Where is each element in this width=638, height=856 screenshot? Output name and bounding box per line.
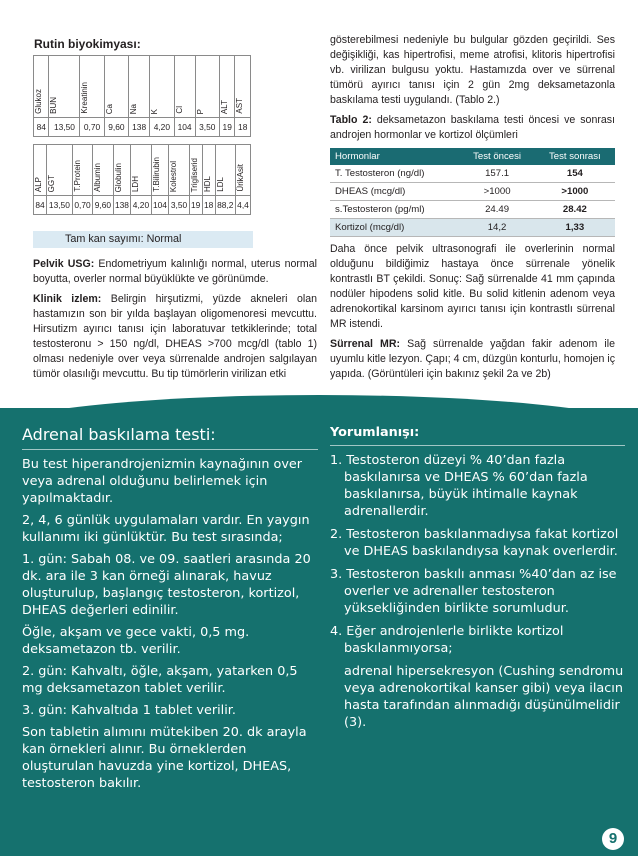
interpretation-box — [330, 425, 625, 736]
pelvik-label: Pelvik USG: — [33, 258, 95, 270]
page-number: 9 — [602, 828, 624, 850]
biochem1-value-cell: 84 — [34, 118, 49, 137]
biochem1-header-cell — [219, 56, 234, 118]
biochem2-value-cell: 4,4 — [236, 196, 251, 215]
biochem2-header-cell — [93, 145, 113, 196]
biochem2-header-label: ÜrikAsit — [236, 164, 245, 192]
interpretation-item: 2. Testosteron baskılanmadıysa fakat kortizol ve DHEAS baskılandıysa kaynak overlerdir. — [330, 527, 619, 559]
hormone-table-cell: 14,2 — [459, 219, 534, 237]
pelvik-text: Endometriyum kalınlığı normal, uterus normal boyutta, overler normal büyüklükte ve görünümde. — [33, 258, 318, 285]
mr-paragraph — [330, 337, 615, 382]
biochem1-header-label: Kreatinin — [80, 82, 90, 114]
hormone-table-cell: T. Testosteron (ng/dl) — [330, 165, 459, 183]
biochem1-value-cell: 138 — [129, 118, 150, 137]
biochem2-value-cell: 9,60 — [93, 196, 113, 215]
biochem2-header-cell — [46, 145, 72, 196]
biochem1-value-cell: 0,70 — [80, 118, 104, 137]
biochem2-value-cell: 88,2 — [215, 196, 235, 215]
hormone-table-header: Test sonrası — [535, 148, 615, 165]
hormone-table-cell: 24.49 — [459, 201, 534, 219]
right-body — [330, 33, 615, 387]
biochem1-header-cell — [34, 56, 49, 118]
hormone-table-header: Hormonlar — [330, 148, 459, 165]
biochem1-header-cell — [195, 56, 219, 118]
biochem2-header-label: ALP — [34, 176, 43, 192]
biochem2-value-cell: 18 — [202, 196, 215, 215]
biochem1-value-cell: 19 — [219, 118, 234, 137]
biochem2-header-cell — [215, 145, 235, 196]
biochem2-header-label: HDL — [202, 175, 212, 192]
biochem-table-1 — [33, 55, 251, 137]
section-title: Rutin biyokimyası: — [34, 37, 141, 51]
interpretation-continuation: adrenal hipersekresyon (Cushing sendromu veya adrenokortikal kanser gibi) veya ilacın hasta tarafından alınmadığı düşünülmelidir (3). — [344, 664, 624, 730]
biochem1-value-cell: 18 — [235, 118, 251, 137]
suppression-test-paragraph: Bu test hiperandrojenizmin kaynağının over veya adrenal olduğunu belirlemek için yapılmaktadır. — [22, 457, 303, 506]
klinik-paragraph — [33, 292, 317, 382]
suppression-test-paragraph: 2, 4, 6 günlük uygulamaları vardır. En yaygın kullanımı iki günlüktür. Bu test sırasında; — [22, 513, 310, 545]
biochem1-header-label: Ca — [104, 103, 114, 114]
suppression-test-title: Adrenal baskılama testi: — [22, 425, 318, 450]
biochem2-header-label: Trigliserid — [189, 157, 199, 192]
interpretation-item: 3. Testosteron baskılı anması %40’dan az ise overler ve adrenaller testosteron yüksekliğinden birlikte sorumludur. — [330, 567, 617, 616]
biochem2-header-cell — [72, 145, 92, 196]
biochem2-header-label: LDH — [131, 175, 141, 192]
blood-count-note: Tam kan sayımı: Normal — [33, 231, 253, 248]
biochem2-header-cell — [169, 145, 189, 196]
right-paragraph-2: Daha önce pelvik ultrasonografi ile overlerinin normal olduğunu bildiğimiz hastaya önce sürrenale yönelik kontrastlı BT çekildi. Sonuç: Sağ sürrenalde 41 mm çapında nodüler hipodens solid kitle. Bu solid kitlenin adenom veya adrenokortikal karsinom ayırıcı tanısı için kontrastlı sürrenal MR istendi. — [330, 243, 615, 330]
biochem2-value-cell: 104 — [151, 196, 169, 215]
biochem2-value-cell: 4,20 — [131, 196, 151, 215]
hormone-table-cell: >1000 — [535, 183, 615, 201]
mr-label: Sürrenal MR: — [330, 338, 401, 350]
right-paragraph-1: gösterebilmesi nedeniyle bu bulgular gözden geçirildi. Ses değişikliği, kas hipertrofisi, meme atrofisi, klitoris hipertrofisi vb. virilizan bulgusu yoktu. Hastamızda over ve sürrenal tümörü ayırıcı tanısı için 2 gün 2mg deksametazonla baskılama testi uygulandı. (Tablo 2.) — [330, 34, 615, 106]
suppression-test-box — [22, 425, 318, 797]
suppression-test-paragraph: 2. gün: Kahvaltı, öğle, akşam, yatarken 0,5 mg deksametazon tablet verilir. — [22, 664, 298, 696]
biochem1-header-label: AST — [235, 98, 245, 114]
hormone-table-cell: DHEAS (mcg/dl) — [330, 183, 459, 201]
biochem1-header-cell — [150, 56, 174, 118]
interpretation-item: 4. Eğer androjenlerle birlikte kortizol baskılanmıyorsa; — [330, 624, 564, 656]
biochem1-value-cell: 104 — [174, 118, 195, 137]
pelvik-paragraph — [33, 257, 317, 287]
biochem2-value-cell: 84 — [34, 196, 47, 215]
biochem2-value-cell: 0,70 — [72, 196, 92, 215]
hormone-table-cell: Kortizol (mcg/dl) — [330, 219, 459, 237]
hormone-table-row — [330, 201, 615, 219]
biochem2-header-cell — [131, 145, 151, 196]
hormone-table-row — [330, 183, 615, 201]
biochem1-header-cell — [129, 56, 150, 118]
klinik-text: Belirgin hirşutizmi, yüzde akneleri olan hastamızın son bir yılda başlayan oligomenoresi mevcuttu. Hirsutizm ayırıcı tanısı için laboratuvar tetkiklerinde; total testosteronu > 150 ng/dl, DHEAS >700 mcg/dl (tablo 1) olması nedeniyle over veya sürrenalde androjen salgılayan tümör olasılığı mevcuttu. Bu tip tümörlerin virilizan etki — [33, 293, 318, 380]
hormone-table-cell: >1000 — [459, 183, 534, 201]
suppression-test-paragraph: 1. gün: Sabah 08. ve 09. saatleri arasında 20 dk. ara ile 3 kan örneği alınarak, havuz oluşturulup, başlangıç testosteron, kortizol, DHEAS değerleri edinilir. — [22, 552, 311, 618]
biochem2-header-label: T.Protein — [72, 160, 82, 192]
hormone-table-row — [330, 219, 615, 237]
biochem2-value-cell: 138 — [113, 196, 131, 215]
biochem2-value-cell: 13,50 — [46, 196, 72, 215]
left-body — [33, 257, 317, 387]
biochem1-value-cell: 9,60 — [104, 118, 128, 137]
mr-text: Sağ sürrenalde yağdan fakir adenom ile uyumlu kitle lezyon. Çapı; 4 cm, düzgün konturlu, homojen iç yapıda. (Görüntüleri için bakınız şekil 2a ve 2b) — [330, 338, 616, 380]
hormone-table-row — [330, 165, 615, 183]
suppression-test-paragraph: 3. gün: Kahvaltıda 1 tablet verilir. — [22, 703, 236, 718]
suppression-test-paragraph: Son tabletin alımını mütekiben 20. dk arayla kan örnekleri alınır. Bu örneklerden oluşturulan havuzda yine kortizol, DHEAS, testosteron bakılır. — [22, 725, 307, 791]
biochem1-header-label: Cl — [174, 106, 184, 114]
biochem1-header-label: Na — [129, 103, 139, 114]
table-caption-label: Tablo 2: — [330, 114, 372, 126]
biochem2-header-cell — [34, 145, 47, 196]
biochem1-value-cell: 3,50 — [195, 118, 219, 137]
hormone-table-cell: 28.42 — [535, 201, 615, 219]
biochem1-header-label: ALT — [219, 99, 229, 114]
biochem2-header-cell — [113, 145, 131, 196]
biochem2-header-label: GGT — [46, 174, 56, 192]
hormone-table-cell: 1,33 — [535, 219, 615, 237]
biochem2-header-cell — [151, 145, 169, 196]
hormone-table-cell: 154 — [535, 165, 615, 183]
interpretation-item: 1. Testosteron düzeyi % 40’dan fazla baskılanırsa ve DHEAS % 60’dan fazla baskılanırsa, büyük ihtimalle kaynak adrenallerdir. — [330, 453, 588, 519]
biochem2-header-label: Kolestrol — [169, 160, 179, 192]
biochem1-header-cell — [80, 56, 104, 118]
biochem1-header-cell — [174, 56, 195, 118]
biochem1-header-label: BUN — [49, 97, 59, 114]
biochem2-value-cell: 3,50 — [169, 196, 189, 215]
biochem2-header-cell — [202, 145, 215, 196]
hormone-table-cell: 157.1 — [459, 165, 534, 183]
hormone-table-header: Test öncesi — [459, 148, 534, 165]
suppression-test-paragraph: Öğle, akşam ve gece vakti, 0,5 mg. deksametazon tb. verilir. — [22, 625, 250, 657]
biochem2-header-cell — [189, 145, 202, 196]
hormone-table — [330, 148, 615, 237]
biochem1-value-cell: 13,50 — [49, 118, 80, 137]
biochem1-header-cell — [49, 56, 80, 118]
biochem2-header-label: T.Bilirubin — [151, 157, 161, 192]
biochem2-header-label: Globulin — [113, 162, 123, 192]
biochem1-header-label: Glukoz — [34, 89, 43, 114]
biochem2-header-label: LDL — [215, 177, 225, 192]
biochem1-value-cell: 4,20 — [150, 118, 174, 137]
hormone-table-cell: s.Testosteron (pg/ml) — [330, 201, 459, 219]
biochem1-header-label: K — [150, 108, 160, 114]
biochem2-value-cell: 19 — [189, 196, 202, 215]
biochem2-header-cell — [236, 145, 251, 196]
biochem1-header-cell — [235, 56, 251, 118]
klinik-label: Klinik izlem: — [33, 293, 102, 305]
table-caption-text: deksametazon baskılama testi öncesi ve sonrası androjen hormonlar ve kortizol ölçümleri — [330, 114, 615, 141]
biochem1-header-cell — [104, 56, 128, 118]
biochem1-header-label: P — [195, 108, 205, 114]
biochem-table-2 — [33, 144, 251, 215]
biochem2-header-label: Albumin — [93, 163, 103, 192]
interpretation-title: Yorumlanışı: — [330, 425, 625, 446]
table-caption — [330, 113, 615, 143]
